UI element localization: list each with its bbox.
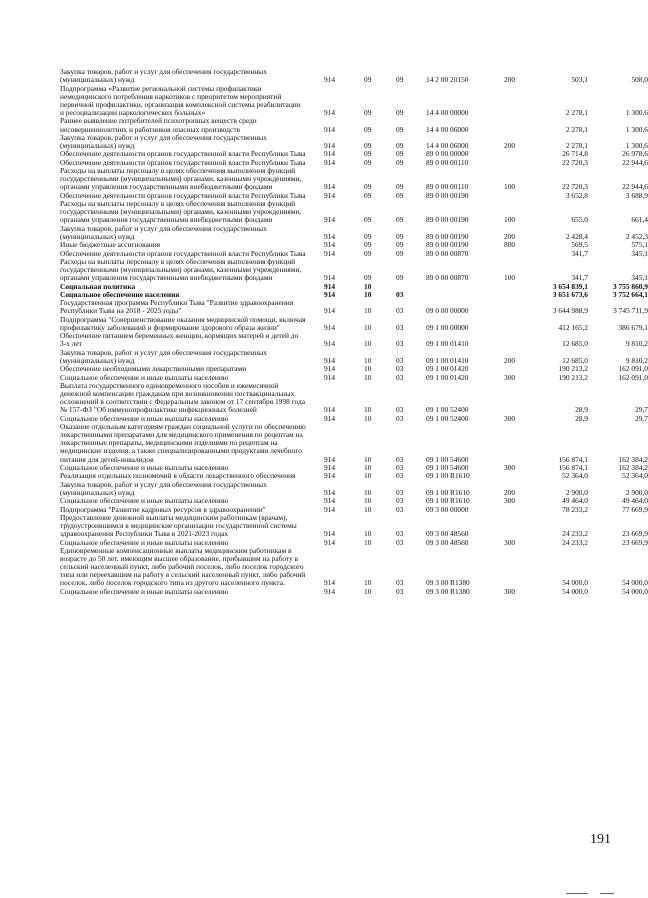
row-amount-year-2: 1 300,6 — [625, 141, 648, 151]
table-row — [60, 224, 648, 240]
row-name: Подпрограмма "Совершенствование оказания медицинской помощи, включая профилактику заболеваний и формирование здорового образа жизни" — [60, 314, 306, 332]
row-subsection-code: 09 — [396, 248, 404, 258]
row-ministry-code: 914 — [324, 487, 336, 497]
row-subsection-code: 09 — [396, 108, 404, 118]
row-name: Социальное обеспечение и иные выплаты населению — [60, 586, 229, 596]
row-ministry-code: 914 — [324, 149, 336, 159]
row-ministry-code: 914 — [324, 322, 336, 332]
table-row — [60, 68, 648, 84]
table-row — [60, 514, 648, 539]
table-row — [60, 349, 648, 365]
row-amount-year-1: 54 000,0 — [562, 578, 588, 588]
row-expense-type-code — [504, 84, 532, 117]
row-section-code: 10 — [364, 529, 372, 539]
table-row — [60, 423, 648, 464]
row-amount-year-2: 49 464,0 — [622, 496, 648, 506]
row-subsection-code: 03 — [396, 339, 404, 349]
row-target-article-code: 09 1 00 54600 — [426, 454, 469, 464]
row-target-article-code: 89 0 00 00870 — [426, 248, 469, 258]
row-target-article-code: 09 1 00 52400 — [426, 413, 469, 423]
row-subsection-code: 03 — [396, 496, 404, 506]
row-amount-year-2: 54 000,0 — [622, 578, 648, 588]
row-subsection-code: 03 — [396, 471, 404, 481]
row-subsection-code: 03 — [396, 413, 404, 423]
row-subsection-code: 03 — [396, 289, 404, 299]
row-amount-year-2: 661,4 — [631, 215, 648, 225]
row-target-article-code: 09 1 00 01420 — [426, 372, 469, 382]
row-amount-year-2: 9 810,2 — [625, 339, 648, 349]
row-amount-year-1: 3 644 988,9 — [552, 306, 588, 316]
row-name: Подпрограмма "Развитие кадровых ресурсов в здравоохранении" — [60, 504, 266, 514]
row-target-article-code: 14 4 00 06000 — [426, 124, 469, 134]
row-ministry-code: 914 — [324, 578, 336, 588]
row-amount-year-1: 52 364,0 — [562, 471, 588, 481]
row-name: Социальное обеспечение и иные выплаты населению — [60, 462, 229, 472]
row-target-article-code: 89 0 00 00110 — [426, 157, 469, 167]
row-amount-year-2: 23 669,9 — [622, 537, 648, 547]
row-expense-type-code: 200 — [504, 141, 516, 151]
row-section-code: 10 — [364, 372, 372, 382]
row-amount-year-2: 22 944,6 — [622, 182, 648, 192]
row-expense-type-code — [504, 282, 532, 290]
row-subsection-code: 03 — [396, 355, 404, 365]
row-amount-year-2: 3 752 664,1 — [612, 289, 648, 299]
row-ministry-code: 914 — [324, 157, 336, 167]
row-amount-year-1: 503,1 — [571, 75, 588, 85]
row-name: Обеспечение деятельности органов государственной власти Республики Тыва — [60, 190, 306, 200]
row-expense-type-code — [504, 332, 532, 348]
row-target-article-code: 89 0 00 00000 — [426, 149, 469, 159]
row-amount-year-1: 190 213,2 — [558, 364, 588, 374]
row-amount-year-2: 508,0 — [631, 75, 648, 85]
row-subsection-code: 03 — [396, 578, 404, 588]
row-amount-year-2: 3 755 860,9 — [612, 281, 648, 291]
row-name: Предоставление денежной выплаты медицинским работникам (врачам), трудоустроившимся в медицинские организации государственной системы здравоохранения Республики Тыва в 2021-2023 годах — [60, 512, 297, 539]
row-name: Обеспечение деятельности органов государственной власти Республики Тыва — [60, 248, 306, 258]
row-target-article-code — [426, 291, 504, 299]
row-amount-year-2: 23 669,9 — [622, 529, 648, 539]
row-expense-type-code — [504, 505, 532, 513]
row-target-article-code: 09 1 00 01420 — [426, 364, 469, 374]
row-expense-type-code — [504, 159, 532, 167]
row-ministry-code: 914 — [324, 231, 336, 241]
row-ministry-code: 914 — [324, 496, 336, 506]
row-expense-type-code: 100 — [504, 182, 516, 192]
row-subsection-code: 03 — [396, 462, 404, 472]
row-amount-year-2: 1 300,6 — [625, 124, 648, 134]
row-amount-year-1: 24 233,2 — [562, 529, 588, 539]
row-expense-type-code: 300 — [504, 413, 516, 423]
row-target-article-code: 89 0 00 00870 — [426, 273, 469, 283]
row-section-code: 09 — [364, 248, 372, 258]
row-amount-year-1: 12 685,0 — [562, 355, 588, 365]
row-subsection-code: 03 — [396, 487, 404, 497]
row-amount-year-1: 2 900,0 — [565, 487, 588, 497]
row-ministry-code: 914 — [324, 462, 336, 472]
row-subsection-code: 09 — [396, 231, 404, 241]
row-amount-year-1: 2 428,4 — [565, 231, 588, 241]
row-amount-year-2: 52 364,0 — [622, 471, 648, 481]
row-ministry-code: 914 — [324, 413, 336, 423]
row-expense-type-code — [504, 547, 532, 588]
row-ministry-code: 914 — [324, 124, 336, 134]
row-section-code: 09 — [364, 273, 372, 283]
row-target-article-code: 89 0 00 00110 — [426, 182, 469, 192]
row-ministry-code: 914 — [324, 529, 336, 539]
row-subsection-code: 09 — [396, 124, 404, 134]
row-section-code: 10 — [364, 364, 372, 374]
row-name: Выплата государственного единовременного пособия и ежемесячной денежной компенсации гражданам при возникновении поствакцинальных осложнений в соответствии с Федеральным законом от 17 сентября 1998 года № 157-ФЗ "Об иммунопрофилактике инфекционных болезней — [60, 381, 305, 415]
table-row — [60, 547, 648, 588]
row-section-code: 10 — [364, 289, 372, 299]
row-name: Раннее выявление потребителей психотропных веществ среди несовершеннолетних и работников опасных производств — [60, 116, 257, 134]
row-amount-year-2: 54 000,0 — [622, 586, 648, 596]
row-expense-type-code — [504, 423, 532, 464]
row-name: Оказание отдельным категориям граждан социальной услуги по обеспечению лекарственными препаратами для медицинского применения по рецептам на лекарственные препараты, медицинскими изделиями по рецептам на медицинские изделия, а также специализированными продуктами лечебного питания для детей-инвалидов — [60, 422, 306, 464]
row-expense-type-code: 200 — [504, 355, 516, 365]
row-amount-year-2: 26 978,6 — [622, 149, 648, 159]
row-amount-year-1: 190 213,2 — [558, 372, 588, 382]
row-amount-year-1: 412 165,2 — [558, 322, 588, 332]
row-name: Социальное обеспечение и иные выплаты населению — [60, 413, 229, 423]
row-target-article-code: 09 3 00 48560 — [426, 537, 469, 547]
row-target-article-code: 09 3 00 R1380 — [426, 578, 470, 588]
row-section-code: 09 — [364, 215, 372, 225]
row-amount-year-1: 2 278,1 — [565, 124, 588, 134]
row-amount-year-2: 162 384,2 — [618, 454, 648, 464]
row-amount-year-1: 341,7 — [571, 273, 588, 283]
row-name: Реализация отдельных полномочий в области лекарственного обеспечения — [60, 471, 296, 481]
row-ministry-code: 914 — [324, 289, 336, 299]
row-subsection-code: 03 — [396, 372, 404, 382]
row-ministry-code: 914 — [324, 182, 336, 192]
row-target-article-code: 09 1 00 R1610 — [426, 487, 470, 497]
table-row — [60, 200, 648, 225]
row-section-code: 09 — [364, 124, 372, 134]
row-name: Расходы на выплаты персоналу в целях обеспечения выполнения функций государственными (муниципальными) органами, казенными учреждениями, органами управления государственными внебюджетными фондами — [60, 257, 302, 283]
row-expense-type-code — [504, 382, 532, 415]
row-ministry-code: 914 — [324, 190, 336, 200]
row-amount-year-2: 29,7 — [635, 405, 648, 415]
row-amount-year-2: 29,7 — [635, 413, 648, 423]
row-section-code: 10 — [364, 462, 372, 472]
row-amount-year-1: 3 651 673,6 — [552, 289, 588, 299]
row-target-article-code: 89 0 00 00190 — [426, 231, 469, 241]
row-expense-type-code: 300 — [504, 537, 516, 547]
row-subsection-code: 03 — [396, 537, 404, 547]
table-row — [60, 258, 648, 283]
row-subsection-code: 09 — [396, 75, 404, 85]
row-ministry-code: 914 — [324, 306, 336, 316]
row-ministry-code: 914 — [324, 471, 336, 481]
row-ministry-code: 914 — [324, 248, 336, 258]
row-section-code: 09 — [364, 75, 372, 85]
row-amount-year-1: 2 278,1 — [565, 108, 588, 118]
row-name: Обеспечение деятельности органов государственной власти Республики Тыва — [60, 149, 306, 159]
row-section-code: 09 — [364, 157, 372, 167]
row-expense-type-code: 300 — [504, 586, 516, 596]
row-section-code: 09 — [364, 240, 372, 250]
row-ministry-code: 914 — [324, 504, 336, 514]
row-ministry-code: 914 — [324, 273, 336, 283]
row-ministry-code: 914 — [324, 364, 336, 374]
row-section-code: 10 — [364, 471, 372, 481]
row-target-article-code: 09 1 00 52400 — [426, 405, 469, 415]
row-subsection-code: 03 — [396, 586, 404, 596]
row-name: Социальная политика — [60, 281, 136, 291]
row-subsection-code: 09 — [396, 141, 404, 151]
row-name: Государственная программа Республики Тыва "Развитие здравоохранения Республики Тыва на 2018 - 2025 годы" — [60, 298, 294, 316]
row-amount-year-1: 655,0 — [571, 215, 588, 225]
row-target-article-code: 14 4 00 00000 — [426, 108, 469, 118]
row-name: Социальное обеспечение и иные выплаты населению — [60, 496, 229, 506]
row-amount-year-1: 54 000,0 — [562, 586, 588, 596]
row-amount-year-1: 156 874,1 — [558, 462, 588, 472]
table-row — [60, 299, 648, 315]
row-expense-type-code — [504, 117, 532, 133]
row-ministry-code: 914 — [324, 108, 336, 118]
row-amount-year-2: 9 810,2 — [625, 355, 648, 365]
row-ministry-code: 914 — [324, 454, 336, 464]
row-name: Социальное обеспечение и иные выплаты населению — [60, 372, 229, 382]
row-amount-year-2: 345,1 — [631, 248, 648, 258]
row-section-code: 10 — [364, 578, 372, 588]
row-ministry-code: 914 — [324, 405, 336, 415]
row-target-article-code: 14 2 00 20150 — [426, 75, 469, 85]
row-target-article-code: 09 1 00 01410 — [426, 339, 469, 349]
row-name: Подпрограмма «Развитие региональной системы профилактики немедицинского потребления наркотиков с приоритетом мероприятий первичной профилактики, организация комплексной системы реабилитации и ресоциализации наркологических больных» — [60, 83, 301, 118]
row-amount-year-1: 28,9 — [575, 405, 588, 415]
row-amount-year-1: 78 233,2 — [562, 504, 588, 514]
row-section-code: 10 — [364, 405, 372, 415]
row-amount-year-1: 2 278,1 — [565, 141, 588, 151]
row-target-article-code: 09 3 00 48560 — [426, 529, 469, 539]
row-section-code: 09 — [364, 108, 372, 118]
budget-table-body — [60, 68, 648, 596]
row-subsection-code: 09 — [396, 149, 404, 159]
row-section-code: 10 — [364, 504, 372, 514]
row-name: Обеспечение деятельности органов государственной власти Республики Тыва — [60, 157, 306, 167]
row-subsection-code: 03 — [396, 364, 404, 374]
row-section-code: 09 — [364, 182, 372, 192]
row-amount-year-1: 569,5 — [571, 240, 588, 250]
row-section-code: 10 — [364, 413, 372, 423]
row-ministry-code: 914 — [324, 372, 336, 382]
row-name: Обеспечение необходимыми лекарственными препаратами — [60, 364, 247, 374]
row-expense-type-code: 200 — [504, 231, 516, 241]
row-target-article-code: 14 4 00 06000 — [426, 141, 469, 151]
row-amount-year-2: 22 944,6 — [622, 157, 648, 167]
table-row — [60, 84, 648, 117]
row-amount-year-2: 575,1 — [631, 240, 648, 250]
row-target-article-code: 09 0 00 00000 — [426, 306, 469, 316]
row-subsection-code: 09 — [396, 190, 404, 200]
row-amount-year-1: 156 874,1 — [558, 454, 588, 464]
row-section-code: 10 — [364, 537, 372, 547]
row-expense-type-code — [504, 291, 532, 299]
table-row — [60, 316, 648, 332]
table-row — [60, 134, 648, 150]
row-target-article-code: 09 1 00 01410 — [426, 355, 469, 365]
row-name: Социальное обеспечение населения — [60, 289, 180, 299]
row-name: Закупка товаров, работ и услуг для обеспечения государственных (муниципальных) нужд — [60, 347, 267, 365]
row-amount-year-2: 162 384,2 — [618, 462, 648, 472]
row-amount-year-1: 24 233,2 — [562, 537, 588, 547]
row-section-code: 10 — [364, 281, 372, 291]
row-expense-type-code — [504, 299, 532, 315]
row-amount-year-2: 162 091,0 — [618, 364, 648, 374]
row-amount-year-1: 12 685,0 — [562, 339, 588, 349]
row-name: Закупка товаров, работ и услуг для обеспечения государственных (муниципальных) нужд — [60, 132, 267, 151]
row-target-article-code: 89 0 00 00190 — [426, 215, 469, 225]
row-expense-type-code — [504, 316, 532, 332]
row-target-article-code: 09 1 00 00000 — [426, 322, 469, 332]
row-section-code: 09 — [364, 231, 372, 241]
table-row — [60, 117, 648, 133]
row-ministry-code: 914 — [324, 141, 336, 151]
row-subsection-code: 03 — [396, 306, 404, 316]
row-ministry-code: 914 — [324, 586, 336, 596]
row-expense-type-code — [504, 472, 532, 480]
row-ministry-code: 914 — [324, 355, 336, 365]
row-ministry-code: 914 — [324, 75, 336, 85]
row-section-code: 10 — [364, 454, 372, 464]
row-subsection-code: 09 — [396, 182, 404, 192]
row-target-article-code: 09 3 00 R1380 — [426, 586, 470, 596]
row-expense-type-code: 100 — [504, 273, 516, 283]
row-target-article-code: 09 3 00 00000 — [426, 504, 469, 514]
table-row — [60, 480, 648, 496]
table-row — [60, 167, 648, 192]
row-target-article-code — [426, 282, 504, 290]
row-name: Закупка товаров, работ и услуг для обеспечения государственных (муниципальных) нужд — [60, 479, 267, 497]
row-section-code: 09 — [364, 190, 372, 200]
row-expense-type-code: 200 — [504, 487, 516, 497]
row-subsection-code: 03 — [396, 529, 404, 539]
row-section-code: 10 — [364, 487, 372, 497]
row-amount-year-1: 22 720,3 — [562, 182, 588, 192]
table-row — [60, 587, 648, 595]
row-ministry-code: 914 — [324, 339, 336, 349]
row-amount-year-1: 3 654 839,1 — [552, 281, 588, 291]
row-target-article-code: 09 1 00 R1610 — [426, 496, 470, 506]
row-ministry-code: 914 — [324, 240, 336, 250]
row-name: Социальное обеспечение и иные выплаты населению — [60, 537, 229, 547]
row-subsection-code: 09 — [396, 273, 404, 283]
row-expense-type-code: 300 — [504, 372, 516, 382]
row-target-article-code: 89 0 00 00190 — [426, 190, 469, 200]
row-name: Закупка товаров, работ и услуг для обеспечения государственных (муниципальных) нужд — [60, 223, 267, 241]
row-amount-year-1: 3 652,8 — [565, 190, 588, 200]
footer-rule — [566, 893, 588, 894]
table-row — [60, 382, 648, 415]
row-name: Обеспечение питанием беременных женщин, кормящих матерей и детей до 3-х лет — [60, 331, 299, 349]
row-ministry-code: 914 — [324, 537, 336, 547]
row-subsection-code: 03 — [396, 322, 404, 332]
row-section-code: 10 — [364, 496, 372, 506]
row-amount-year-1: 49 464,0 — [562, 496, 588, 506]
row-amount-year-2: 2 452,3 — [625, 231, 648, 241]
row-section-code: 09 — [364, 149, 372, 159]
row-name: Иные бюджетные ассигнования — [60, 240, 161, 250]
row-amount-year-1: 26 714,8 — [562, 149, 588, 159]
row-expense-type-code: 300 — [504, 462, 516, 472]
row-ministry-code: 914 — [324, 215, 336, 225]
row-amount-year-2: 345,1 — [631, 273, 648, 283]
row-expense-type-code: 800 — [504, 240, 516, 250]
row-target-article-code: 89 0 00 00190 — [426, 240, 469, 250]
row-name: Расходы на выплаты персоналу в целях обеспечения выполнения функций государственными (муниципальными) органами, казенными учреждениями, органами управления государственными внебюджетными фондами — [60, 199, 302, 225]
row-expense-type-code: 300 — [504, 496, 516, 506]
row-amount-year-1: 341,7 — [571, 248, 588, 258]
footer-rule — [600, 893, 614, 894]
row-amount-year-2: 162 091,0 — [618, 372, 648, 382]
row-section-code: 10 — [364, 306, 372, 316]
row-expense-type-code — [504, 150, 532, 158]
row-section-code: 09 — [364, 141, 372, 151]
row-expense-type-code — [504, 514, 532, 539]
row-name: Единовременные компенсационные выплаты медицинским работникам в возрасте до 50 лет, имеющим высшее образование, прибывшим на работу в сельский населенный пункт, либо рабочий поселок, либо поселок городского типа или переехавшим на работу в сельский населенный пункт, либо рабочий поселок, либо поселок городского типа из другого населенного пункта. — [60, 545, 306, 588]
row-amount-year-1: 22 720,3 — [562, 157, 588, 167]
row-expense-type-code: 100 — [504, 215, 516, 225]
row-name: Закупка товаров, работ и услуг для обеспечения государственных (муниципальных) нужд — [60, 67, 267, 85]
row-subsection-code: 03 — [396, 454, 404, 464]
table-row — [60, 332, 648, 348]
row-subsection-code: 09 — [396, 240, 404, 250]
budget-table — [60, 68, 648, 596]
row-expense-type-code — [504, 191, 532, 199]
row-target-article-code: 09 1 00 54600 — [426, 462, 469, 472]
row-subsection-code: 03 — [396, 504, 404, 514]
row-amount-year-2: 3 688,9 — [625, 190, 648, 200]
row-amount-year-2: 386 679,1 — [618, 322, 648, 332]
row-subsection-code: 09 — [396, 215, 404, 225]
row-amount-year-2: 3 745 711,9 — [613, 306, 648, 316]
row-amount-year-2: 1 300,6 — [625, 108, 648, 118]
row-amount-year-2: 2 900,0 — [625, 487, 648, 497]
row-section-code: 10 — [364, 355, 372, 365]
page-number: 191 — [590, 832, 611, 847]
row-section-code: 10 — [364, 586, 372, 596]
row-amount-year-1: 28,9 — [575, 413, 588, 423]
row-section-code: 10 — [364, 339, 372, 349]
row-subsection-code: 03 — [396, 405, 404, 415]
row-amount-year-2: 77 669,9 — [622, 504, 648, 514]
row-name: Расходы на выплаты персоналу в целях обеспечения выполнения функций государственными (муниципальными) органами, казенными учреждениями, органами управления государственными внебюджетными фондами — [60, 166, 302, 192]
row-ministry-code: 914 — [324, 281, 336, 291]
row-target-article-code: 09 1 00 R1610 — [426, 471, 470, 481]
row-expense-type-code — [504, 249, 532, 257]
row-subsection-code: 09 — [396, 157, 404, 167]
row-section-code: 10 — [364, 322, 372, 332]
row-expense-type-code: 200 — [504, 75, 516, 85]
